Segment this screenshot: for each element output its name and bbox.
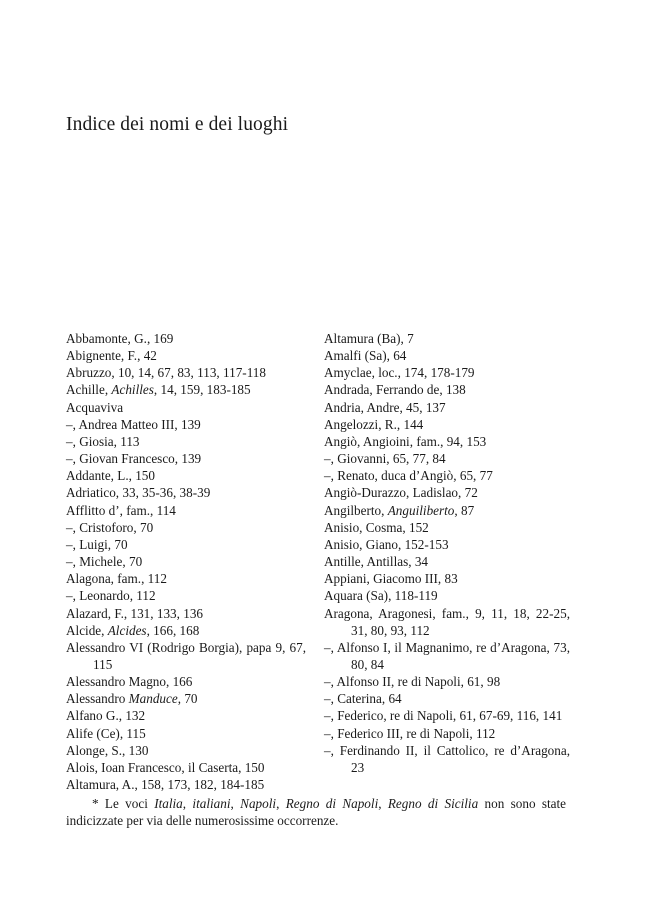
index-entry <box>324 347 570 364</box>
index-entry <box>324 399 570 416</box>
entry-text: –, Michele, 70 <box>66 554 143 570</box>
entry-text: , <box>378 796 388 812</box>
italic-text: Manduce <box>128 691 178 707</box>
entry-text: Angilberto, <box>324 502 388 518</box>
index-entry <box>66 673 306 690</box>
entry-text: Alessandro VI (Rodrigo Borgia), papa 9, 67, 115 <box>66 639 306 672</box>
entry-text: –, Caterina, 64 <box>324 691 402 707</box>
index-entry <box>324 553 570 570</box>
index-entry <box>324 502 570 519</box>
index-entry <box>66 742 306 759</box>
index-column-right <box>324 330 570 776</box>
entry-text: Alois, Ioan Francesco, il Caserta, 150 <box>66 759 265 775</box>
entry-text: –, Giovan Francesco, 139 <box>66 451 202 467</box>
entry-text: –, Andrea Matteo III, 139 <box>66 416 201 432</box>
index-entry <box>66 587 306 604</box>
entry-text: Addante, L., 150 <box>66 468 155 484</box>
index-entry <box>66 484 306 501</box>
entry-text: –, Federico III, re di Napoli, 112 <box>324 725 496 741</box>
italic-text: Napoli <box>240 796 277 812</box>
entry-text: Amyclae, loc., 174, 178-179 <box>324 365 475 381</box>
entry-text: Andrada, Ferrando de, 138 <box>324 382 466 398</box>
index-entry <box>66 622 306 639</box>
index-entry <box>66 536 306 553</box>
entry-text: Alazard, F., 131, 133, 136 <box>66 605 204 621</box>
index-entry <box>66 605 306 622</box>
entry-text: Angiò, Angioini, fam., 94, 153 <box>324 433 487 449</box>
entry-text: Angelozzi, R., 144 <box>324 416 424 432</box>
index-entry <box>66 450 306 467</box>
index-entry <box>66 416 306 433</box>
entry-text: non sono state indicizzate per via delle numerosissime occorrenze. <box>66 796 567 829</box>
entry-text: , <box>230 796 241 812</box>
index-entry <box>324 416 570 433</box>
entry-text: * Le voci <box>92 796 155 812</box>
entry-text: Antille, Antillas, 34 <box>324 554 429 570</box>
entry-text: Altamura, A., 158, 173, 182, 184-185 <box>66 777 265 793</box>
entry-text: Acquaviva <box>66 399 124 415</box>
entry-text: –, Luigi, 70 <box>66 536 128 552</box>
entry-text: Achille, <box>66 382 112 398</box>
entry-text: Anisio, Giano, 152-153 <box>324 536 449 552</box>
index-entry <box>324 536 570 553</box>
index-entry <box>66 467 306 484</box>
index-entry <box>66 519 306 536</box>
index-entry <box>324 673 570 690</box>
index-entry <box>324 570 570 587</box>
entry-text: Aquara (Sa), 118-119 <box>324 588 438 604</box>
entry-text: , <box>276 796 286 812</box>
entry-text: –, Leonardo, 112 <box>66 588 156 604</box>
index-entry <box>324 690 570 707</box>
entry-text: –, Alfonso II, re di Napoli, 61, 98 <box>324 674 501 690</box>
entry-text: , 166, 168 <box>146 622 200 638</box>
entry-text: –, Renato, duca d’Angiò, 65, 77 <box>324 468 493 484</box>
index-entry <box>66 347 306 364</box>
index-entry <box>324 381 570 398</box>
italic-text: Achilles <box>111 382 154 398</box>
index-entry <box>324 519 570 536</box>
entry-text: –, Federico, re di Napoli, 61, 67-69, 116, 141 <box>324 708 563 724</box>
page-title: Indice dei nomi e dei luoghi <box>66 114 289 135</box>
index-entry <box>66 553 306 570</box>
entry-text: Alfano G., 132 <box>66 708 146 724</box>
entry-text: Alessandro Magno, 166 <box>66 674 193 690</box>
index-entry <box>324 330 570 347</box>
index-entry <box>324 742 570 776</box>
index-entry <box>66 639 306 673</box>
index-entry <box>324 639 570 673</box>
entry-text: –, Ferdinando II, il Cattolico, re d’Aragona, 23 <box>324 742 570 775</box>
entry-text: Alessandro <box>66 691 129 707</box>
footnote <box>66 795 566 829</box>
index-entry <box>66 364 306 381</box>
index-entry <box>324 450 570 467</box>
index-entry <box>324 433 570 450</box>
entry-text: Alonge, S., 130 <box>66 742 149 758</box>
entry-text: Angiò-Durazzo, Ladislao, 72 <box>324 485 478 501</box>
index-entry <box>324 484 570 501</box>
entry-text: , 87 <box>454 502 475 518</box>
entry-text: Abruzzo, 10, 14, 67, 83, 113, 117-118 <box>66 365 266 381</box>
index-entry <box>324 725 570 742</box>
index-entry <box>66 433 306 450</box>
index-entry <box>324 605 570 639</box>
entry-text: Abbamonte, G., 169 <box>66 331 174 346</box>
index-entry <box>324 587 570 604</box>
index-entry <box>324 467 570 484</box>
index-entry <box>66 759 306 776</box>
index-entry <box>66 776 306 793</box>
index-entry <box>66 690 306 707</box>
entry-text: Appiani, Giacomo III, 83 <box>324 571 458 587</box>
italic-text: italiani <box>192 796 231 812</box>
index-column-left <box>66 330 306 793</box>
entry-text: Alcide, <box>66 622 108 638</box>
entry-text: Andria, Andre, 45, 137 <box>324 399 446 415</box>
entry-text: –, Alfonso I, il Magnanimo, re d’Aragona, 73, 80, 84 <box>324 639 570 672</box>
index-entry <box>66 399 306 416</box>
index-entry <box>66 502 306 519</box>
index-entry <box>66 570 306 587</box>
entry-text: Anisio, Cosma, 152 <box>324 519 429 535</box>
index-entry <box>66 725 306 742</box>
entry-text: Amalfi (Sa), 64 <box>324 348 407 364</box>
italic-text: Alcides <box>107 622 147 638</box>
entry-text: , <box>182 796 193 812</box>
index-entry <box>66 381 306 398</box>
entry-text: Altamura (Ba), 7 <box>324 331 414 346</box>
italic-text: Regno di Sicilia <box>387 796 479 812</box>
entry-text: –, Giosia, 113 <box>66 433 140 449</box>
index-entry <box>66 707 306 724</box>
entry-text: , 70 <box>177 691 198 707</box>
index-entry <box>324 707 570 724</box>
index-entry <box>66 330 306 347</box>
entry-text: Alife (Ce), 115 <box>66 725 146 741</box>
entry-text: Alagona, fam., 112 <box>66 571 167 587</box>
entry-text: Afflitto d’, fam., 114 <box>66 502 176 518</box>
entry-text: , 14, 159, 183-185 <box>153 382 251 398</box>
entry-text: –, Giovanni, 65, 77, 84 <box>324 451 446 467</box>
italic-text: Italia <box>154 796 183 812</box>
italic-text: Regno di Napoli <box>285 796 379 812</box>
index-entry <box>324 364 570 381</box>
italic-text: Anguiliberto <box>387 502 455 518</box>
entry-text: Abignente, F., 42 <box>66 348 157 364</box>
entry-text: Adriatico, 33, 35-36, 38-39 <box>66 485 211 501</box>
entry-text: Aragona, Aragonesi, fam., 9, 11, 18, 22-25, 31, 80, 93, 112 <box>324 605 570 638</box>
entry-text: –, Cristoforo, 70 <box>66 519 154 535</box>
